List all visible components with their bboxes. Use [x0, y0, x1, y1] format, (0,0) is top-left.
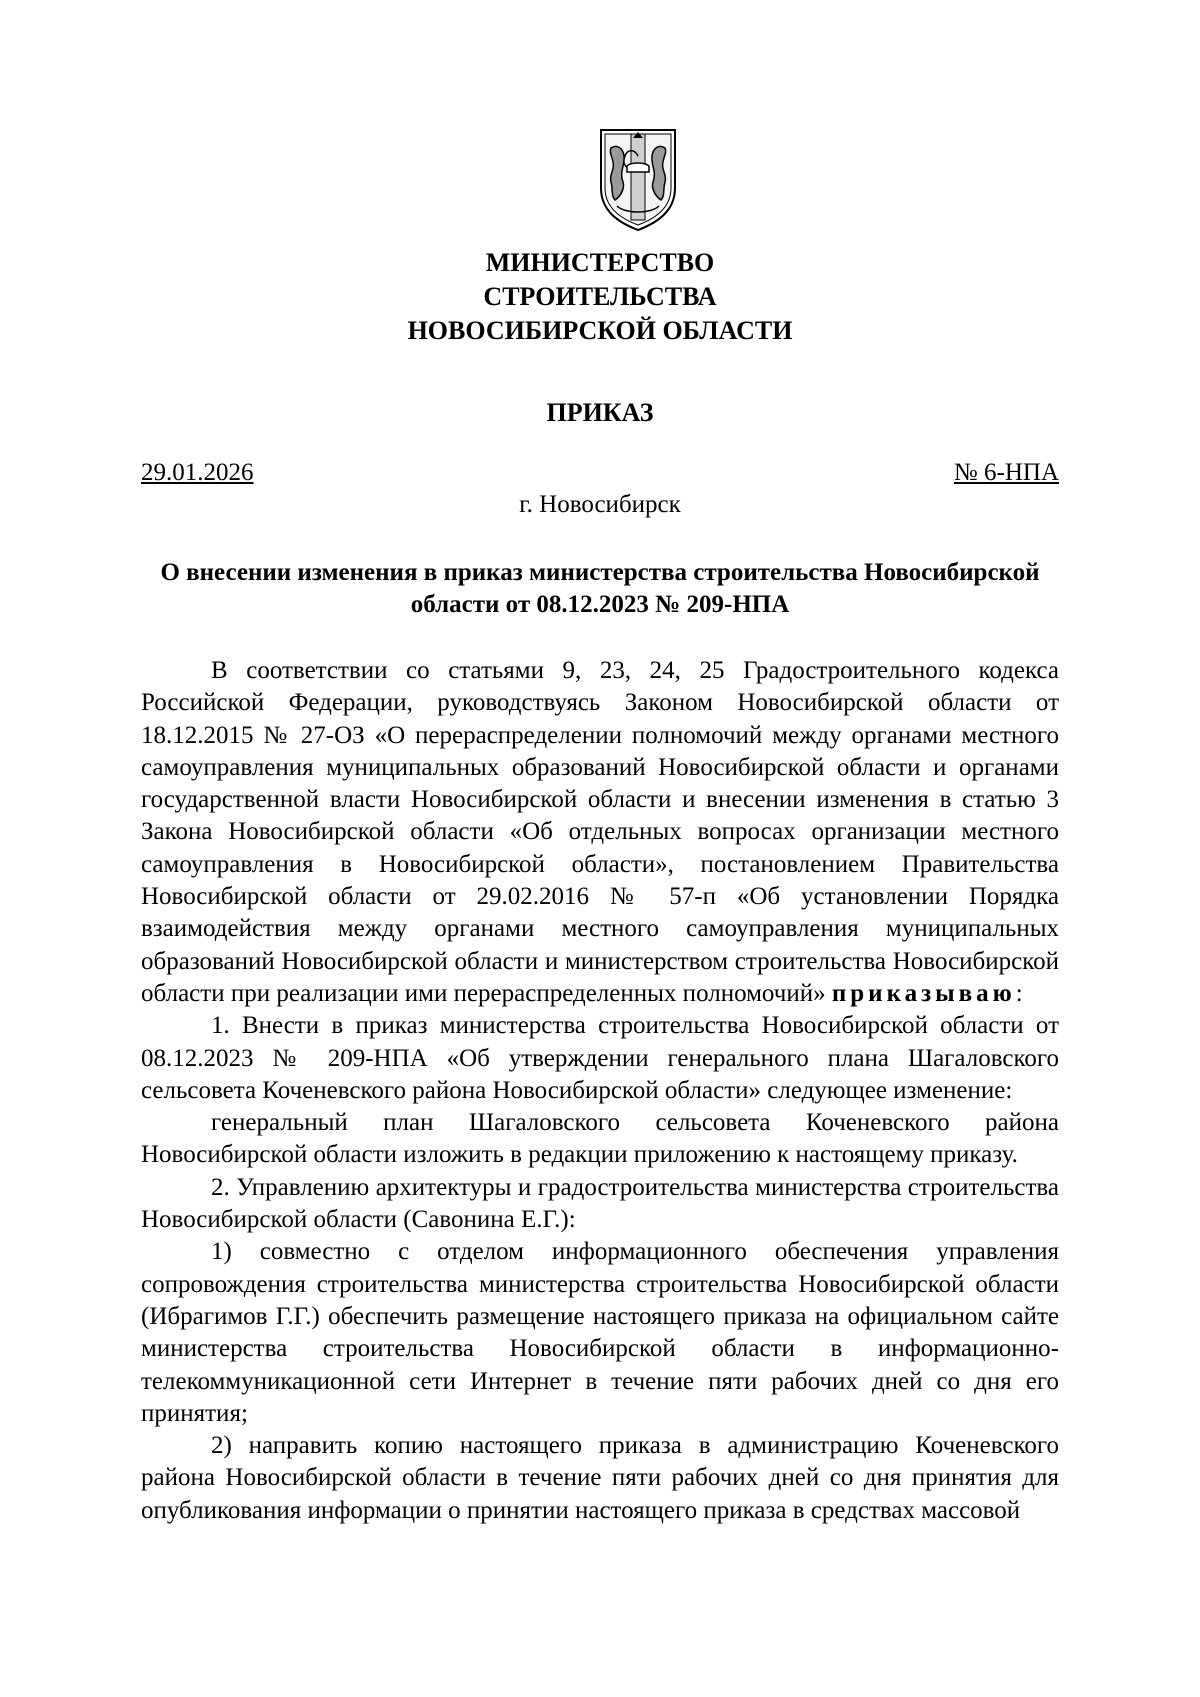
document-title: О внесении изменения в приказ министерства строительства Новосибирской области от 08.12.2023 № 209-НПА: [160, 559, 1040, 618]
document-body: [141, 655, 1059, 1527]
document-date: 29.01.2026: [141, 459, 254, 486]
preamble-end: :: [1015, 979, 1023, 1007]
ministry-name-line3: НОВОСИБИРСКОЙ ОБЛАСТИ: [407, 316, 793, 345]
preamble-text: В соответствии со статьями 9, 23, 24, 25 Градостроительного кодекса Российской Федерации, руководствуясь Законом Новосибирской области от 18.12.2015 № 27-ОЗ «О перераспределении полномочий между органами местного самоуправления муниципальных образований Новосибирской области и органами государственной власти Новосибирской области и внесении изменения в статью 3 Закона Новосибирской области «Об отдельных вопросах организации местного самоуправления в Новосибирской области», постановлением Правительства Новосибирской области от 29.02.2016 № 57-п «Об установлении Порядка взаимодействия между органами местного самоуправления муниципальных образований Новосибирской области и министерством строительства Новосибирской области при реализации ими перераспределенных полномочий»: [141, 657, 1059, 1007]
document-type: ПРИКАЗ: [546, 398, 654, 427]
paragraph-preamble: [141, 655, 1059, 1010]
paragraph-item-1: 1. Внести в приказ министерства строительства Новосибирской области от 08.12.2023 № 209-НПА «Об утверждении генерального плана Шагаловского сельсовета Коченевского района Новосибирской области» следующее изменение:: [141, 1012, 1059, 1104]
document-city: г. Новосибирск: [519, 491, 681, 518]
ministry-name-line2: СТРОИТЕЛЬСТВА: [483, 282, 717, 311]
order-keyword: приказываю: [831, 979, 1016, 1007]
paragraph-item-2: 2. Управлению архитектуры и градостроительства министерства строительства Новосибирской области (Савонина Е.Г.):: [141, 1173, 1059, 1234]
document-number: № 6-НПА: [953, 459, 1059, 486]
paragraph-item-2-1: 1) совместно с отделом информационного обеспечения управления сопровождения строительства министерства строительства Новосибирской области (Ибрагимов Г.Г.) обеспечить размещение настоящего приказа на официальном сайте министерства строительства Новосибирской области в информационно-телекоммуникационной сети Интернет в течение пяти рабочих дней со дня его принятия;: [141, 1238, 1059, 1427]
paragraph-item-1-detail: генеральный план Шагаловского сельсовета Коченевского района Новосибирской области изложить в редакции приложению к настоящему приказу.: [141, 1109, 1059, 1169]
ministry-name-line1: МИНИСТЕРСТВО: [485, 248, 715, 277]
paragraph-item-2-2: 2) направить копию настоящего приказа в администрацию Коченевского района Новосибирской области в течение пяти рабочих дней со дня принятия для опубликования информации о принятии настоящего приказа в средствах массовой: [141, 1432, 1059, 1524]
coat-of-arms-icon: [597, 126, 679, 232]
